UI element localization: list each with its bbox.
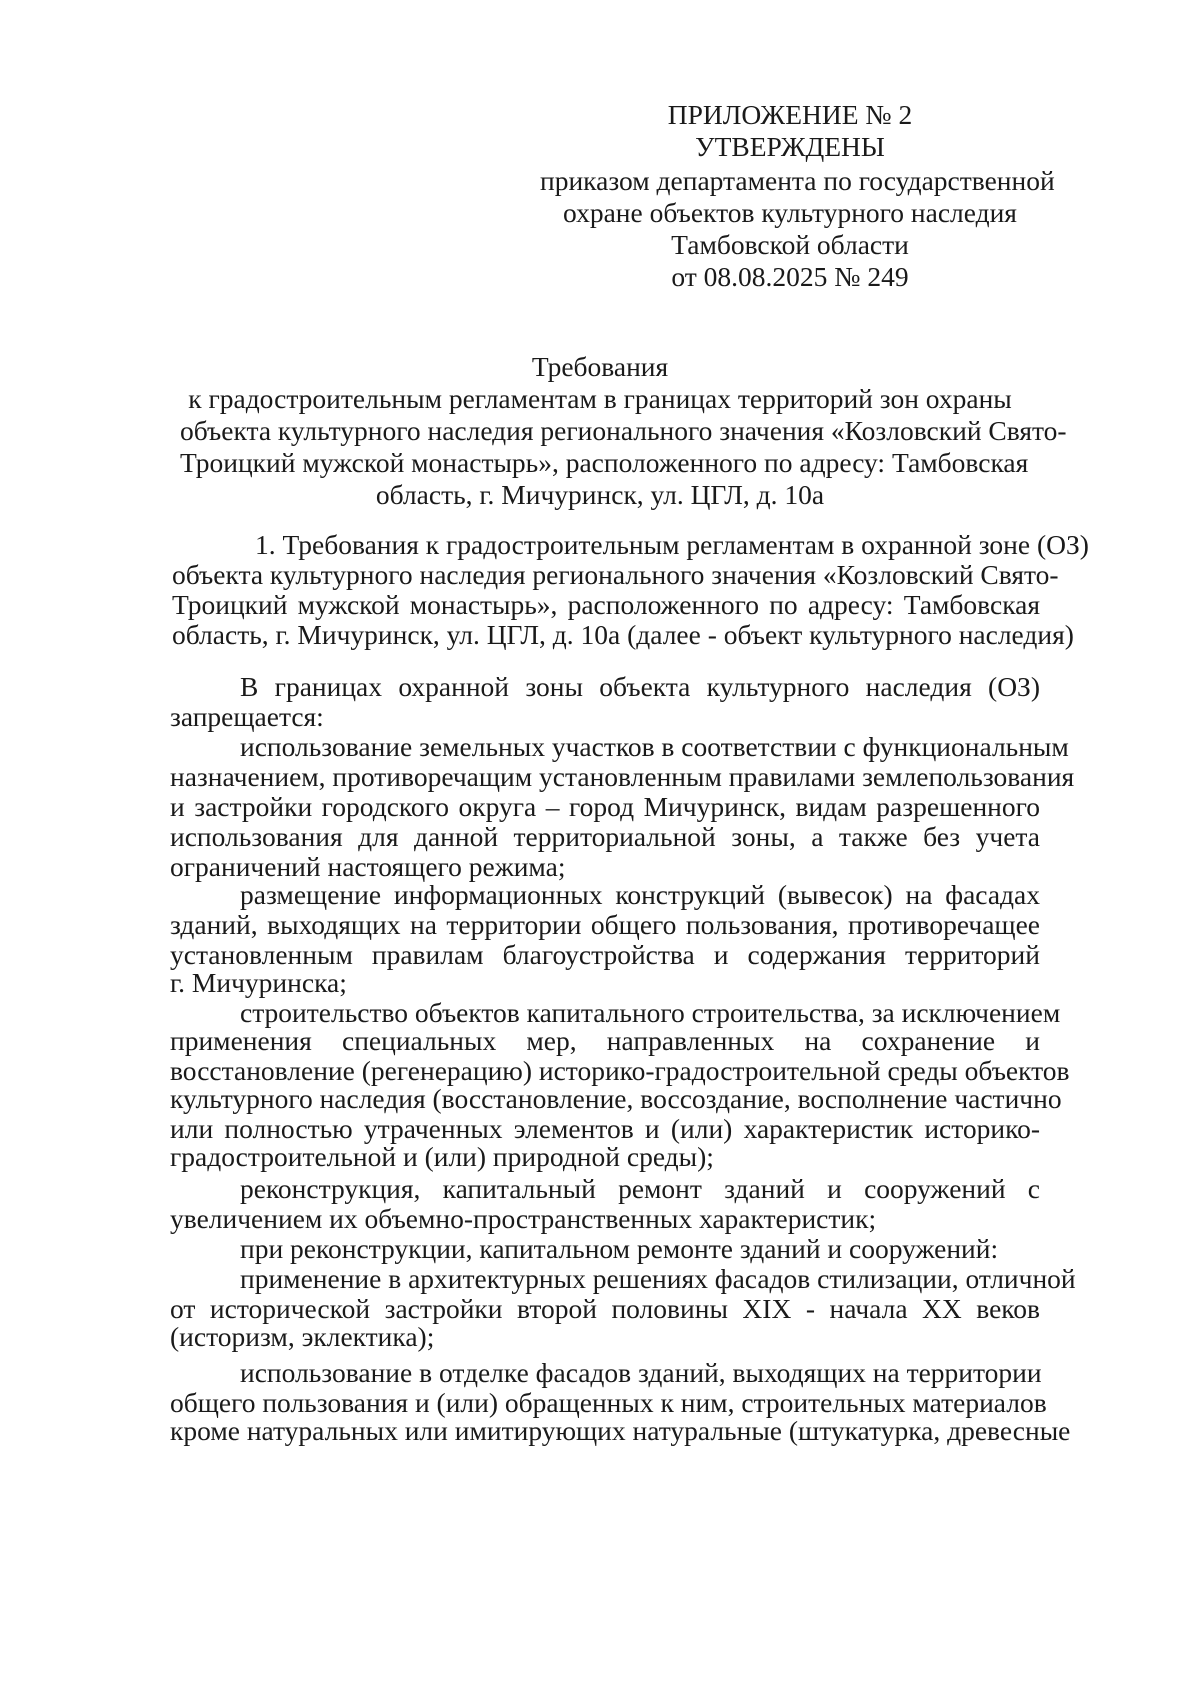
paragraph-line: кроме натуральных или имитирующих натуральные (штукатурка, древесные <box>170 1415 1071 1446</box>
title-line: к градостроительным регламентам в границах территорий зон охраны <box>188 383 1012 414</box>
title-line: объекта культурного наследия регионального значения «Козловский Свято- <box>180 415 1067 446</box>
paragraph-line: область, г. Мичуринск, ул. ЦГЛ, д. 10а (далее - объект культурного наследия) <box>172 619 1074 650</box>
paragraph-line: зданий, выходящих на территории общего пользования, противоречащее <box>170 909 1040 940</box>
order-line: охране объектов культурного наследия <box>563 197 1017 228</box>
paragraph-line: или полностью утраченных элементов и (или) характеристик историко- <box>170 1113 1040 1144</box>
paragraph-line: использование в отделке фасадов зданий, выходящих на территории <box>240 1357 1042 1388</box>
paragraph-line: строительство объектов капитального строительства, за исключением <box>240 997 1061 1028</box>
title-line: Троицкий мужской монастырь», расположенного по адресу: Тамбовская <box>180 447 1029 478</box>
paragraph-line: В границах охранной зоны объекта культурного наследия (ОЗ) <box>240 671 1040 702</box>
paragraph-line: применения специальных мер, направленных на сохранение и <box>170 1025 1040 1056</box>
order-line: приказом департамента по государственной <box>540 165 1055 196</box>
paragraph-line: использования для данной территориальной зоны, а также без учета <box>170 821 1040 852</box>
paragraph-line: размещение информационных конструкций (вывесок) на фасадах <box>240 879 1040 910</box>
paragraph-line: объекта культурного наследия регионального значения «Козловский Свято- <box>172 559 1059 590</box>
paragraph-line: градостроительной и (или) природной среды); <box>170 1141 714 1172</box>
paragraph-line: увеличением их объемно-пространственных характеристик; <box>170 1203 877 1234</box>
paragraph-line: общего пользования и (или) обращенных к ним, строительных материалов <box>170 1387 1047 1418</box>
paragraph-line: (историзм, эклектика); <box>170 1321 435 1352</box>
paragraph-line: культурного наследия (восстановление, воссоздание, восполнение частично <box>170 1083 1062 1114</box>
title-line: область, г. Мичуринск, ул. ЦГЛ, д. 10а <box>375 479 825 510</box>
paragraph-line: 1. Требования к градостроительным регламентам в охранной зоне (ОЗ) <box>255 529 1089 560</box>
paragraph-line: восстановление (регенерацию) историко-градостроительной среды объектов <box>170 1055 1070 1086</box>
paragraph-line: применение в архитектурных решениях фасадов стилизации, отличной <box>240 1263 1076 1294</box>
appendix-number: ПРИЛОЖЕНИЕ № 2 <box>667 99 913 130</box>
paragraph-line: от исторической застройки второй половины XIX - начала XX веков <box>170 1293 1040 1324</box>
paragraph-line: назначением, противоречащим установленным правилами землепользования <box>170 761 1075 792</box>
title-heading: Требования <box>531 351 669 382</box>
paragraph-line: ограничений настоящего режима; <box>170 851 566 882</box>
paragraph-line: реконструкция, капитальный ремонт зданий и сооружений с <box>240 1173 1040 1204</box>
paragraph-line: г. Мичуринска; <box>170 967 347 998</box>
paragraph-line: установленным правилам благоустройства и содержания территорий <box>170 939 1040 970</box>
paragraph-line: Троицкий мужской монастырь», расположенного по адресу: Тамбовская <box>172 589 1040 620</box>
paragraph-line: и застройки городского округа – город Мичуринск, видам разрешенного <box>170 791 1040 822</box>
order-line: Тамбовской области <box>671 229 909 260</box>
order-date-number: от 08.08.2025 № 249 <box>671 261 909 292</box>
paragraph-line: при реконструкции, капитальном ремонте зданий и сооружений: <box>240 1233 999 1264</box>
paragraph-line: запрещается: <box>170 701 324 732</box>
paragraph-line: использование земельных участков в соответствии с функциональным <box>240 731 1069 762</box>
approved-label: УТВЕРЖДЕНЫ <box>695 131 885 162</box>
